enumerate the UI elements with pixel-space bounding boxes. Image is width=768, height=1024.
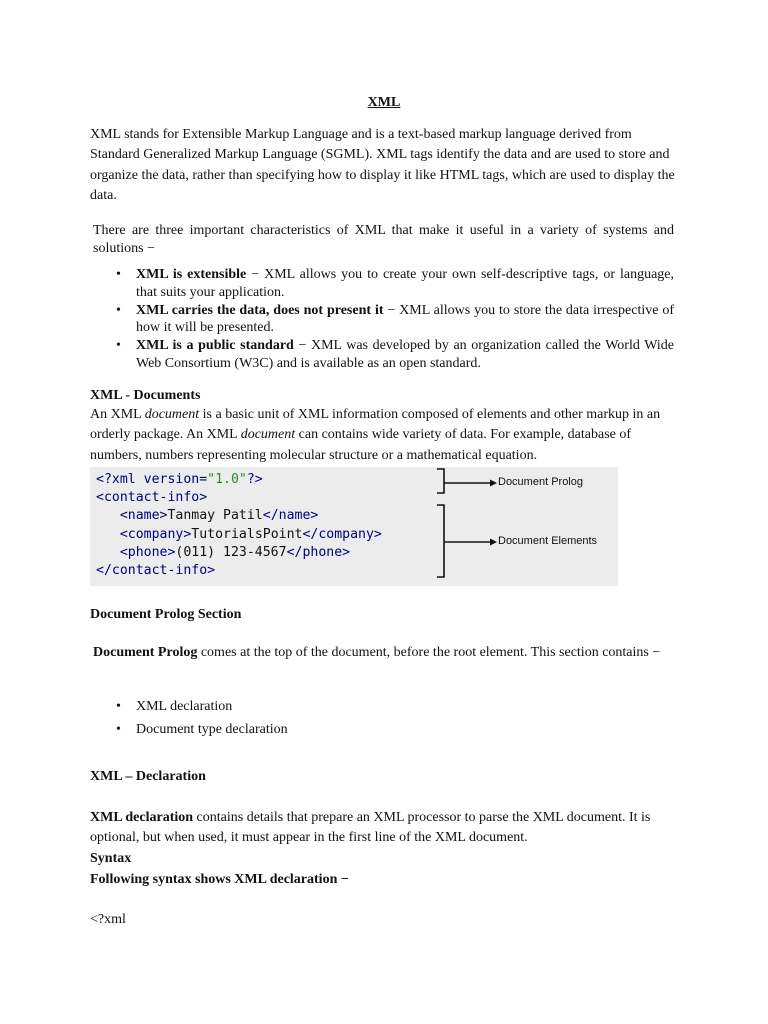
documents-text: can contains wide variety of data. For example, database of numbers, numbers representing molecular structure or a mathematical equation. xyxy=(90,427,632,463)
bullet-icon: • xyxy=(116,722,121,737)
code-token: <contact-info> xyxy=(96,490,208,506)
characteristic-term: XML is extensible xyxy=(136,267,247,282)
prolog-items-list xyxy=(116,695,288,741)
documents-paragraph xyxy=(90,405,680,466)
prolog-text: comes at the top of the document, before the root element. This section contains − xyxy=(197,645,661,660)
prolog-paragraph xyxy=(93,644,674,662)
document-prolog-label: Document Prolog xyxy=(498,476,583,488)
code-token: ?> xyxy=(246,472,263,487)
list-item xyxy=(116,718,288,741)
syntax-code: <?xml xyxy=(90,912,126,927)
bullet-icon: • xyxy=(116,338,121,354)
characteristics-intro: There are three important characteristics of XML that make it useful in a variety of systems and solutions − xyxy=(93,223,674,256)
characteristic-text: − XML was developed by an organization called the World Wide Web Consortium (W3C) and is available as an open standard. xyxy=(136,338,674,371)
prolog-bracket xyxy=(437,469,444,493)
bullet-icon: • xyxy=(116,302,121,318)
list-item xyxy=(116,337,674,373)
characteristic-term: XML carries the data, does not present it xyxy=(136,302,384,318)
list-item-text: Document type declaration xyxy=(136,722,288,737)
documents-text: is a basic unit of XML information composed of elements and other markup in an orderly package. An XML xyxy=(90,407,661,443)
documents-emphasis: document xyxy=(240,427,296,443)
elements-bracket xyxy=(437,505,444,577)
code-token: <phone> xyxy=(119,544,176,560)
bullet-icon: • xyxy=(116,699,121,714)
bullet-icon: • xyxy=(116,267,121,282)
code-token: <name> xyxy=(119,508,168,524)
code-token: </contact-info> xyxy=(96,563,216,579)
documents-heading: XML - Documents xyxy=(90,388,201,403)
syntax-label: Syntax xyxy=(90,851,132,866)
code-token: </company> xyxy=(302,526,382,542)
code-token: </name> xyxy=(262,508,319,524)
prolog-term: Document Prolog xyxy=(93,645,198,660)
syntax-intro: Following syntax shows XML declaration − xyxy=(90,872,349,887)
intro-paragraph: XML stands for Extensible Markup Language and is a text-based markup language derived from Standard Generalized Markup Language (SGML). XML tags identify the data and are used to store and organize the data, rather than specifying how to display it like HTML tags, which are used to display the data. xyxy=(90,127,675,203)
list-item xyxy=(116,266,674,302)
code-token: <company> xyxy=(119,526,192,542)
prolog-arrow-head xyxy=(490,480,497,487)
declaration-heading: XML – Declaration xyxy=(90,769,206,784)
list-item-text: XML declaration xyxy=(136,699,233,714)
characteristics-list xyxy=(116,266,674,373)
code-token: (011) 123-4567 xyxy=(175,544,287,560)
document-elements-label: Document Elements xyxy=(498,535,598,547)
code-token: TutorialsPoint xyxy=(191,526,303,542)
code-token: </phone> xyxy=(286,544,351,560)
page-title: XML xyxy=(367,95,401,110)
declaration-term: XML declaration xyxy=(90,810,194,825)
declaration-text: contains details that prepare an XML processor to parse the XML document. It is optional, but when used, it must appear in the first line of the XML document. xyxy=(90,810,651,846)
xml-structure-figure xyxy=(90,467,618,586)
elements-arrow-head xyxy=(490,539,497,546)
code-token: "1.0" xyxy=(207,472,247,487)
characteristic-term: XML is a public standard xyxy=(136,338,294,354)
list-item xyxy=(116,695,288,718)
code-token: Tanmay Patil xyxy=(167,508,263,524)
documents-emphasis: document xyxy=(144,407,200,422)
declaration-paragraph xyxy=(90,808,680,849)
documents-text: An XML xyxy=(90,407,145,422)
list-item xyxy=(116,302,674,338)
prolog-section-heading: Document Prolog Section xyxy=(90,607,242,622)
characteristic-text: − XML allows you to create your own self-descriptive tags, or language, that suits your application. xyxy=(136,267,674,300)
code-token: <?xml version= xyxy=(96,472,208,487)
characteristic-text: − XML allows you to store the data irrespective of how it will be presented. xyxy=(136,302,675,336)
